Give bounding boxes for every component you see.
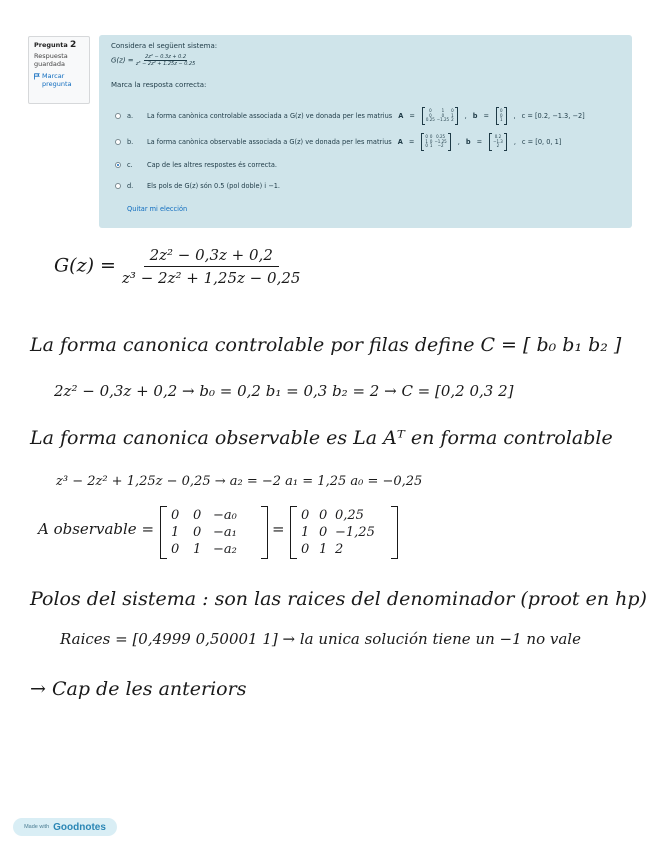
- option-d[interactable]: d. Els pols de G(z) són 0.5 (pol doble) i −1.: [115, 182, 280, 190]
- radio-option-b[interactable]: [115, 139, 121, 145]
- notes-line-coefficients-a: z³ − 2z² + 1,25z − 0,25 → a₂ = −2 a₁ = 1,25 a₀ = −0,25: [56, 474, 423, 489]
- notes-line-poles: Polos del sistema : son las raices del denominador (proot en hp): [30, 588, 647, 610]
- radio-option-d[interactable]: [115, 183, 121, 189]
- question-prompt: Marca la resposta correcta:: [111, 81, 207, 89]
- option-c[interactable]: c. Cap de les altres respostes és correcta.: [115, 161, 277, 169]
- notes-line-roots: Raices = [0,4999 0,50001 1] → la unica solución tiene un −1 no vale: [60, 630, 581, 648]
- notes-equals: =: [272, 520, 285, 538]
- notes-line-observable: La forma canonica observable es La Aᵀ en forma controlable: [30, 427, 613, 449]
- question-info-card: [28, 36, 90, 104]
- question-intro: Considera el següent sistema:: [111, 42, 218, 50]
- notes-line-coefficients-b: 2z² − 0,3z + 0,2 → b₀ = 0,2 b₁ = 0,3 b₂ = 2 → C = [0,2 0,3 2]: [54, 382, 514, 400]
- notes-matrix-numeric: 0 0 0,25 1 0 −1,25 0 1 2: [290, 506, 398, 559]
- notes-a-observable-label: A observable =: [38, 520, 155, 538]
- notes-transfer-function: G(z) = $\frac{\text{2z² − 0,3z + 0,2}}{\text{z³ − 2z² + 1,25z − 0,25}}$: [54, 246, 301, 287]
- flag-icon: [34, 73, 40, 80]
- goodnotes-badge: Made with Goodnotes: [13, 818, 117, 836]
- clear-choice-link[interactable]: Quitar mi elección: [127, 205, 188, 213]
- question-box: [99, 35, 632, 228]
- option-a[interactable]: a. La forma canònica controlable associada a G(z) ve donada per les matrius A = 0 1 0 0 0 1 0.25 −1.25 2 , b = 0 0 1 , c = [0.2, −1.3, −2]: [115, 107, 585, 125]
- flag-question-link[interactable]: Marcar pregunta: [34, 72, 84, 88]
- notes-line-conclusion: → Cap de les anteriors: [30, 678, 247, 700]
- notes-matrix-symbolic: 0 0 −a₀ 1 0 −a₁ 0 1 −a₂: [160, 506, 268, 559]
- radio-option-c[interactable]: [115, 162, 121, 168]
- radio-option-a[interactable]: [115, 113, 121, 119]
- question-state: Respuesta guardada: [34, 52, 68, 68]
- notes-line-controllable: La forma canonica controlable por filas define C = [ b₀ b₁ b₂ ]: [30, 334, 622, 356]
- transfer-function: G(z) = $\frac{\text{2z² − 0.3z + 0.2}}{\text{z³ − 2z² + 1.25z − 0.25}}$: [111, 54, 196, 67]
- option-b[interactable]: b. La forma canònica observable associada a G(z) ve donada per les matrius A = 0 0 0.25 1 0 −1.25 0 1 −2 , b = 0.2 −1.3 2 , c = [0, 0, 1]: [115, 133, 561, 151]
- question-number: Pregunta 2: [34, 40, 77, 50]
